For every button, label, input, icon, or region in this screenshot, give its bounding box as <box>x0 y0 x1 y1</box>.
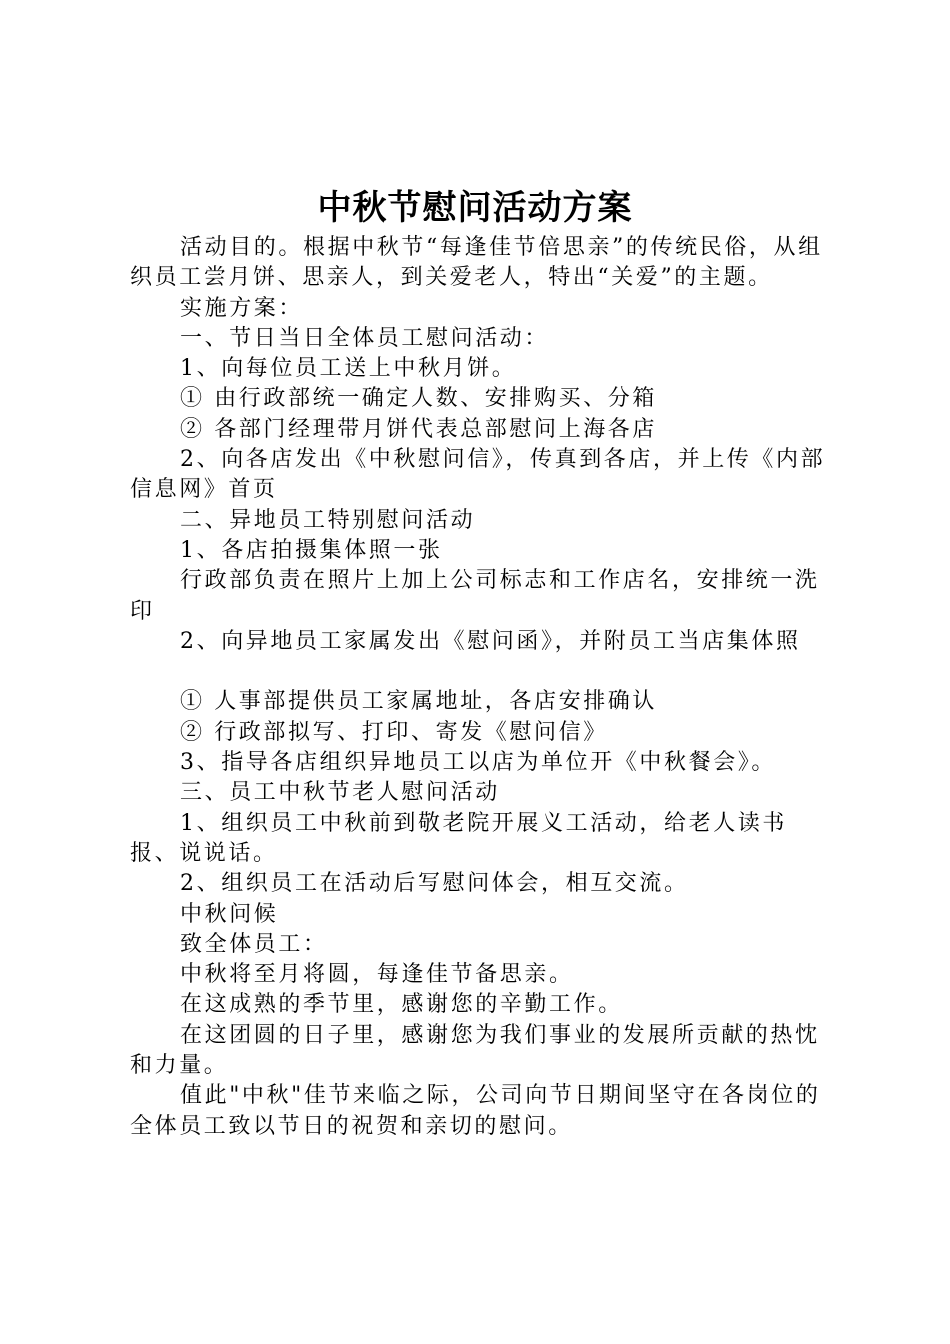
paragraph-greeting: 在这团圆的日子里，感谢您为我们事业的发展所贡献的热忱和力量。 <box>130 1022 820 1079</box>
paragraph-section-2: 二、异地员工特别慰问活动 <box>180 507 476 533</box>
paragraph-item: 2、组织员工在活动后写慰问体会，相互交流。 <box>180 871 689 897</box>
paragraph-item: 2、向异地员工家属发出《慰问函》，并附员工当店集体照 <box>180 628 801 654</box>
paragraph-item: 1、向每位员工送上中秋月饼。 <box>180 356 517 382</box>
paragraph-salutation: 致全体员工： <box>180 931 328 957</box>
paragraph-section-1: 一、节日当日全体员工慰问活动： <box>180 325 550 351</box>
paragraph-greeting: 中秋将至月将圆，每逢佳节备思亲。 <box>180 962 574 988</box>
paragraph-detail: 行政部负责在照片上加上公司标志和工作店名，安排统一洗印 <box>130 568 820 624</box>
document-body <box>130 233 830 1142</box>
paragraph-subitem: ① 人事部提供员工家属地址，各店安排确认 <box>180 689 657 715</box>
paragraph-subitem: ① 由行政部统一确定人数、安排购买、分箱 <box>180 386 657 412</box>
paragraph-greeting-heading: 中秋问候 <box>180 901 279 927</box>
paragraph-section-3: 三、员工中秋节老人慰问活动 <box>180 780 500 806</box>
paragraph-item: 1、各店拍摄集体照一张 <box>180 537 443 563</box>
paragraph-greeting: 在这成熟的季节里，感谢您的辛勤工作。 <box>180 992 623 1018</box>
paragraph-item: 2、向各店发出《中秋慰问信》，传真到各店，并上传《内部信息网》首页 <box>130 447 826 503</box>
paragraph-greeting: 值此"中秋"佳节来临之际，公司向节日期间坚守在各岗位的全体员工致以节日的祝贺和亲切的慰问。 <box>130 1083 821 1139</box>
paragraph-item: 3、指导各店组织异地员工以店为单位开《中秋餐会》。 <box>180 750 776 776</box>
paragraph-subitem: ② 各部门经理带月饼代表总部慰问上海各店 <box>180 416 657 442</box>
paragraph-blank <box>130 657 830 687</box>
document-title: 中秋节慰问活动方案 <box>317 188 633 228</box>
paragraph-item: 1、组织员工中秋前到敬老院开展义工活动，给老人读书报、说说话。 <box>130 810 787 866</box>
paragraph-plan-heading: 实施方案： <box>180 295 304 321</box>
paragraph-subitem: ② 行政部拟写、打印、寄发《慰问信》 <box>180 719 608 745</box>
paragraph-purpose: 活动目的。根据中秋节“每逢佳节倍思亲”的传统民俗，从组织员工尝月饼、思亲人，到关爱老人，特出“关爱”的主题。 <box>130 235 823 291</box>
